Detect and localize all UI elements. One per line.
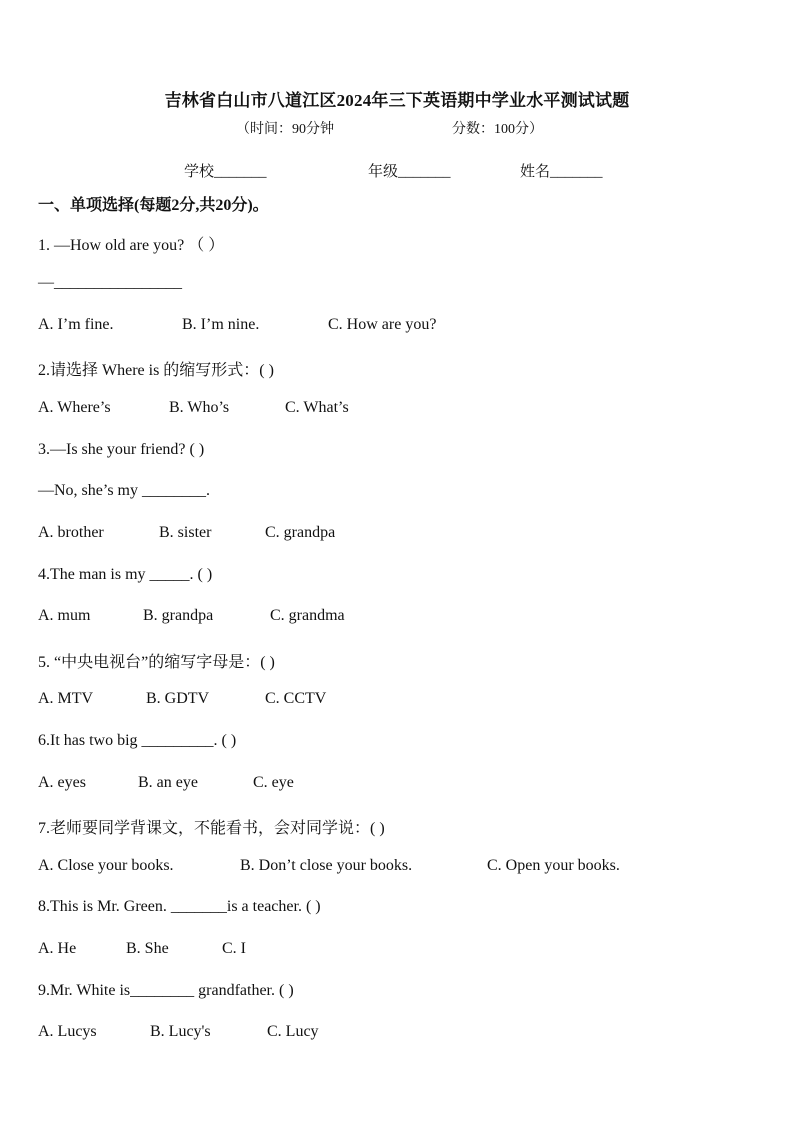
q9-option-c: C. Lucy <box>267 1023 319 1040</box>
q8-option-a: A. He <box>38 940 77 957</box>
q2-option-c: C. What’s <box>285 399 349 416</box>
q2-option-a: A. Where’s <box>38 399 111 416</box>
q5-option-a: A. MTV <box>38 690 94 707</box>
question-8-stem: 8.This is Mr. Green. _______is a teacher. ( ) <box>38 898 321 915</box>
q8-option-c: C. I <box>222 940 246 957</box>
q7-option-c: C. Open your books. <box>487 857 620 874</box>
q5-option-b: B. GDTV <box>146 690 210 707</box>
question-1-stem: 1. —How old are you? （ ） <box>38 237 225 254</box>
q4-option-a: A. mum <box>38 607 91 624</box>
q5-option-c: C. CCTV <box>265 690 327 707</box>
q2-option-b: B. Who’s <box>169 399 230 416</box>
q7-option-b: B. Don’t close your books. <box>240 857 413 874</box>
question-7-stem: 7.老师要同学背课文，不能看书，会对同学说：( ) <box>38 820 385 837</box>
question-3-answer-line: —No, she’s my ________. <box>38 482 210 499</box>
question-5-stem: 5. “中央电视台”的缩写字母是：( ) <box>38 654 275 671</box>
question-3-stem: 3.—Is she your friend? ( ) <box>38 441 205 458</box>
q4-option-b: B. grandpa <box>143 607 214 624</box>
q6-option-a: A. eyes <box>38 774 86 791</box>
q3-option-c: C. grandpa <box>265 524 336 541</box>
section-heading: 一、单项选择(每题2分,共20分)。 <box>38 197 269 214</box>
name-field: 姓名_______ <box>520 164 603 180</box>
q1-option-c: C. How are you? <box>328 316 437 333</box>
q3-option-a: A. brother <box>38 524 104 541</box>
q6-option-b: B. an eye <box>138 774 198 791</box>
question-9-stem: 9.Mr. White is________ grandfather. ( ) <box>38 982 294 999</box>
q1-option-a: A. I’m fine. <box>38 316 114 333</box>
q6-option-c: C. eye <box>253 774 294 791</box>
question-2-stem: 2.请选择 Where is 的缩写形式：( ) <box>38 362 274 379</box>
question-1-answer-line: —________________ <box>38 274 182 291</box>
q7-option-a: A. Close your books. <box>38 857 174 874</box>
q9-option-a: A. Lucys <box>38 1023 97 1040</box>
question-6-stem: 6.It has two big _________. ( ) <box>38 732 237 749</box>
grade-field: 年级_______ <box>368 164 451 180</box>
q9-option-b: B. Lucy's <box>150 1023 211 1040</box>
exam-time: （时间：90分钟 <box>236 122 334 137</box>
exam-title: 吉林省白山市八道江区2024年三下英语期中学业水平测试试题 <box>164 91 630 110</box>
school-field: 学校_______ <box>184 164 267 180</box>
q1-option-b: B. I’m nine. <box>182 316 260 333</box>
question-4-stem: 4.The man is my _____. ( ) <box>38 566 213 583</box>
exam-score: 分数：100分） <box>452 122 543 137</box>
q3-option-b: B. sister <box>159 524 212 541</box>
q8-option-b: B. She <box>126 940 169 957</box>
q4-option-c: C. grandma <box>270 607 345 624</box>
